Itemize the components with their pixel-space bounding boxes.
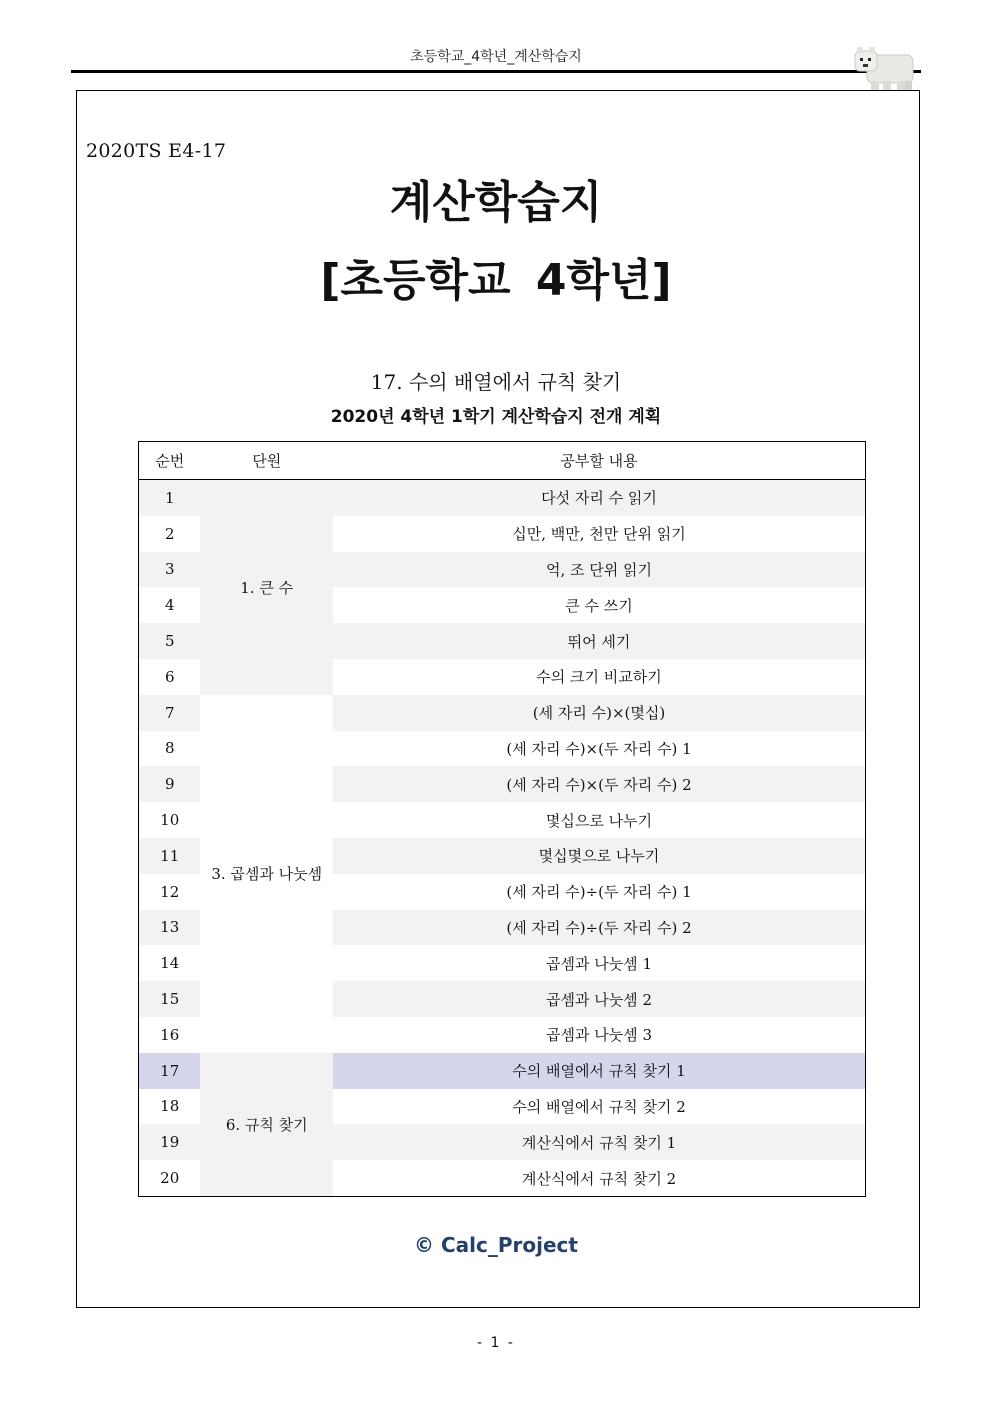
header-number: 순번 [139, 442, 201, 480]
row-content: 몇십몇으로 나누기 [333, 838, 866, 874]
unit-cell: 1. 큰 수 [200, 480, 333, 695]
document-code: 2020TS E4-17 [86, 140, 227, 162]
row-number: 14 [160, 954, 180, 973]
table-row [139, 695, 866, 731]
row-number: 4 [164, 596, 175, 615]
lesson-title: 17. 수의 배열에서 규칙 찾기 [370, 370, 622, 394]
table-header-row [139, 442, 866, 480]
row-content: 다섯 자리 수 읽기 [333, 480, 866, 516]
row-content: 곱셈과 나눗셈 3 [545, 1026, 652, 1045]
row-number: 18 [160, 1097, 180, 1116]
row-content: (세 자리 수)×(두 자리 수) 1 [506, 739, 692, 758]
row-content: 큰 수 쓰기 [565, 596, 633, 615]
row-content: 수의 배열에서 규칙 찾기 2 [512, 1097, 686, 1116]
row-number: 17 [139, 1053, 201, 1089]
row-content: 수의 배열에서 규칙 찾기 1 [333, 1053, 866, 1089]
row-number: 3 [139, 552, 201, 588]
row-content: (세 자리 수)÷(두 자리 수) 2 [333, 910, 866, 946]
row-content: 몇십으로 나누기 [545, 811, 653, 830]
row-number: 11 [139, 838, 201, 874]
row-number: 1 [139, 480, 201, 516]
row-number: 2 [164, 524, 175, 543]
unit-cell: 3. 곱셈과 나눗셈 [200, 695, 333, 1053]
row-content: 계산식에서 규칙 찾기 1 [333, 1124, 866, 1160]
row-content: 십만, 백만, 천만 단위 읽기 [512, 525, 686, 544]
footer-brand: © Calc_Project [414, 1233, 578, 1257]
row-number: 10 [160, 811, 180, 830]
unit-cell: 6. 규칙 찾기 [200, 1053, 333, 1197]
header-rule [71, 70, 921, 73]
row-number: 13 [139, 910, 201, 946]
table-row [139, 480, 866, 516]
running-header: 초등학교_4학년_계산학습지 [410, 49, 582, 65]
row-number: 15 [139, 981, 201, 1017]
row-content: 뛰어 세기 [333, 623, 866, 659]
row-content: (세 자리 수)×(두 자리 수) 2 [333, 766, 866, 802]
row-number: 5 [139, 623, 201, 659]
row-number: 12 [160, 882, 180, 901]
table-row-current [139, 1053, 866, 1089]
row-content: (세 자리 수)×(몇십) [333, 695, 866, 731]
row-content: 수의 크기 비교하기 [536, 668, 662, 687]
header-content: 공부할 내용 [333, 442, 866, 480]
page-number: - 1 - [477, 1335, 515, 1351]
row-number: 16 [160, 1025, 180, 1044]
header-unit: 단원 [200, 442, 333, 480]
row-content: 곱셈과 나눗셈 1 [545, 954, 652, 973]
row-number: 9 [139, 766, 201, 802]
row-content: (세 자리 수)÷(두 자리 수) 1 [506, 883, 692, 902]
main-title: 계산학습지 [389, 177, 603, 228]
row-content: 억, 조 단위 읽기 [333, 552, 866, 588]
plan-table [138, 441, 866, 1197]
plan-title: 2020년 4학년 1학기 계산학습지 전개 계획 [330, 407, 662, 427]
row-number: 8 [164, 739, 175, 758]
row-number: 20 [160, 1169, 180, 1188]
row-number: 19 [139, 1124, 201, 1160]
row-number: 7 [139, 695, 201, 731]
row-content: 곱셈과 나눗셈 2 [333, 981, 866, 1017]
row-number: 6 [164, 667, 175, 686]
main-subtitle: [초등학교 4학년] [320, 255, 672, 306]
row-content: 계산식에서 규칙 찾기 2 [521, 1169, 677, 1188]
